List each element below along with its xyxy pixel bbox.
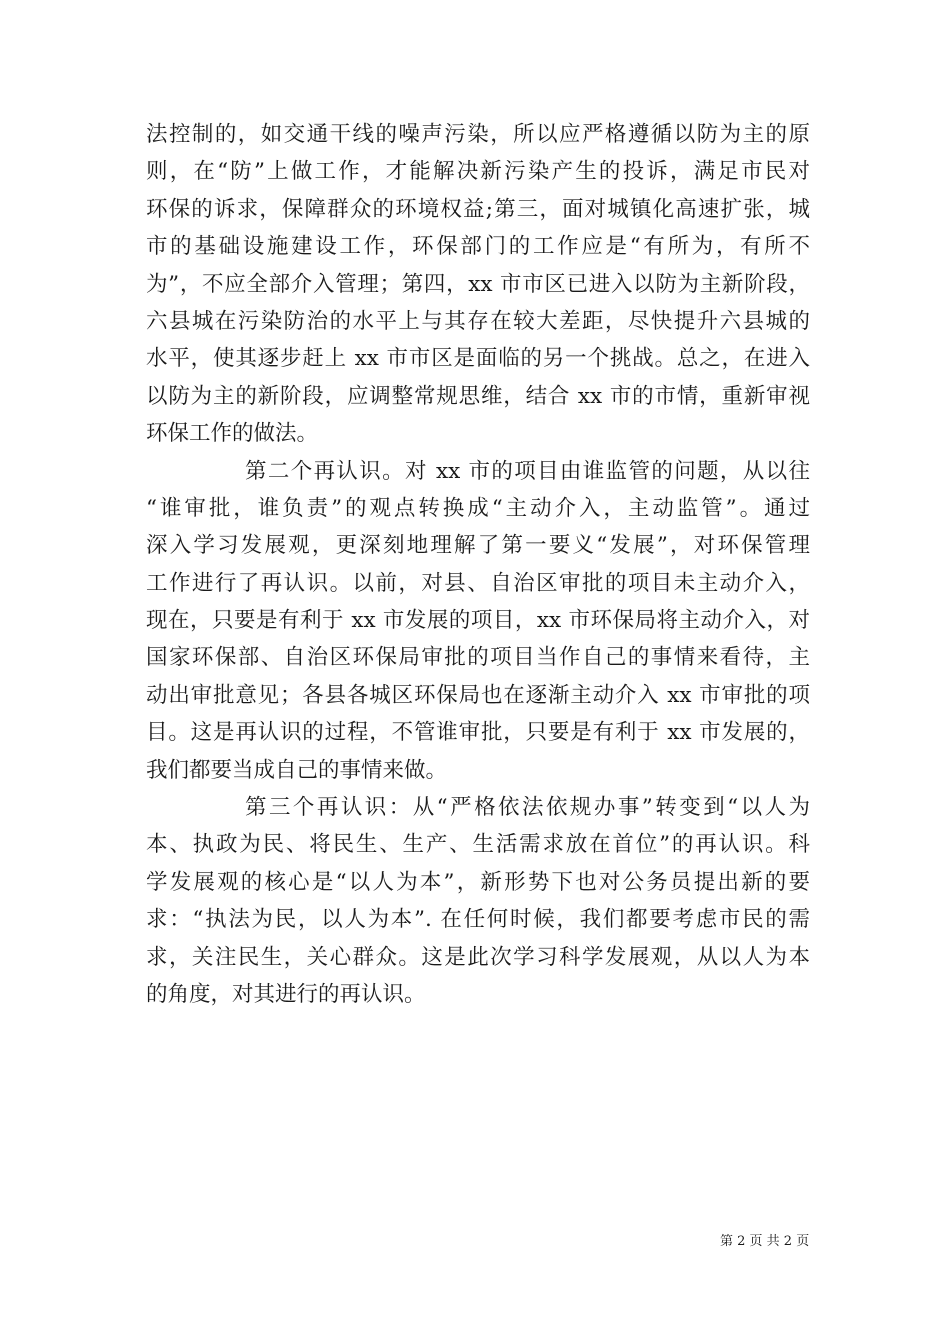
page-number-footer: 第 2 页 共 2 页 xyxy=(720,1234,810,1249)
text-line: 第二个再认识。对 xx 市的项目由谁监管的问题，从以往 xyxy=(245,458,810,484)
paragraph-3 xyxy=(146,789,810,1013)
text-line: 我们都要当成自己的事情来做。 xyxy=(146,757,448,783)
text-line: 则，在“防”上做工作，才能解决新污染产生的投诉，满足市民对 xyxy=(146,159,810,185)
text-line: “谁审批，谁负责”的观点转换成“主动介入，主动监管”。通过 xyxy=(146,495,810,521)
text-line: 目。这是再认识的过程，不管谁审批，只要是有利于 xx 市发展的， xyxy=(146,720,810,746)
text-line: 水平，使其逐步赶上 xx 市市区是面临的另一个挑战。总之，在进入 xyxy=(146,346,810,372)
text-line: 深入学习发展观，更深刻地理解了第一要义“发展”，对环保管理 xyxy=(146,533,810,559)
text-line: 环保的诉求，保障群众的环境权益;第三，面对城镇化高速扩张，城 xyxy=(146,196,810,222)
text-line: 的角度，对其进行的再认识。 xyxy=(146,981,426,1007)
text-line: 六县城在污染防治的水平上与其存在较大差距，尽快提升六县城的 xyxy=(146,308,810,334)
text-line: 法控制的，如交通干线的噪声污染，所以应严格遵循以防为主的原 xyxy=(146,122,810,147)
text-line: 动出审批意见；各县各城区环保局也在逐渐主动介入 xx 市审批的项 xyxy=(146,682,810,708)
paragraph-1 xyxy=(146,116,810,453)
text-line: 学发展观的核心是“以人为本”，新形势下也对公务员提出新的要 xyxy=(146,869,810,895)
text-line: 以防为主的新阶段，应调整常规思维，结合 xx 市的市情，重新审视 xyxy=(146,383,810,409)
text-line: 国家环保部、自治区环保局审批的项目当作自己的事情来看待，主 xyxy=(146,645,810,671)
text-line: 为”，不应全部介入管理；第四，xx 市市区已进入以防为主新阶段， xyxy=(146,271,810,297)
paragraph-2 xyxy=(146,453,810,790)
text-line: 环保工作的做法。 xyxy=(146,421,319,447)
text-line: 本、执政为民、将民生、生产、生活需求放在首位”的再认识。科 xyxy=(146,832,810,858)
text-line: 第三个再认识：从“严格依法依规办事”转变到“以人为 xyxy=(245,795,810,821)
text-line: 市的基础设施建设工作，环保部门的工作应是“有所为，有所不 xyxy=(146,234,810,260)
body-text xyxy=(146,116,810,1013)
text-line: 求，关注民生，关心群众。这是此次学习科学发展观，从以人为本 xyxy=(146,944,810,970)
text-line: 现在，只要是有利于 xx 市发展的项目，xx 市环保局将主动介入，对 xyxy=(146,608,810,634)
text-line: 求：“执法为民，以人为本”. 在任何时候，我们都要考虑市民的需 xyxy=(146,907,810,933)
text-line: 工作进行了再认识。以前，对县、自治区审批的项目未主动介入， xyxy=(146,570,810,596)
